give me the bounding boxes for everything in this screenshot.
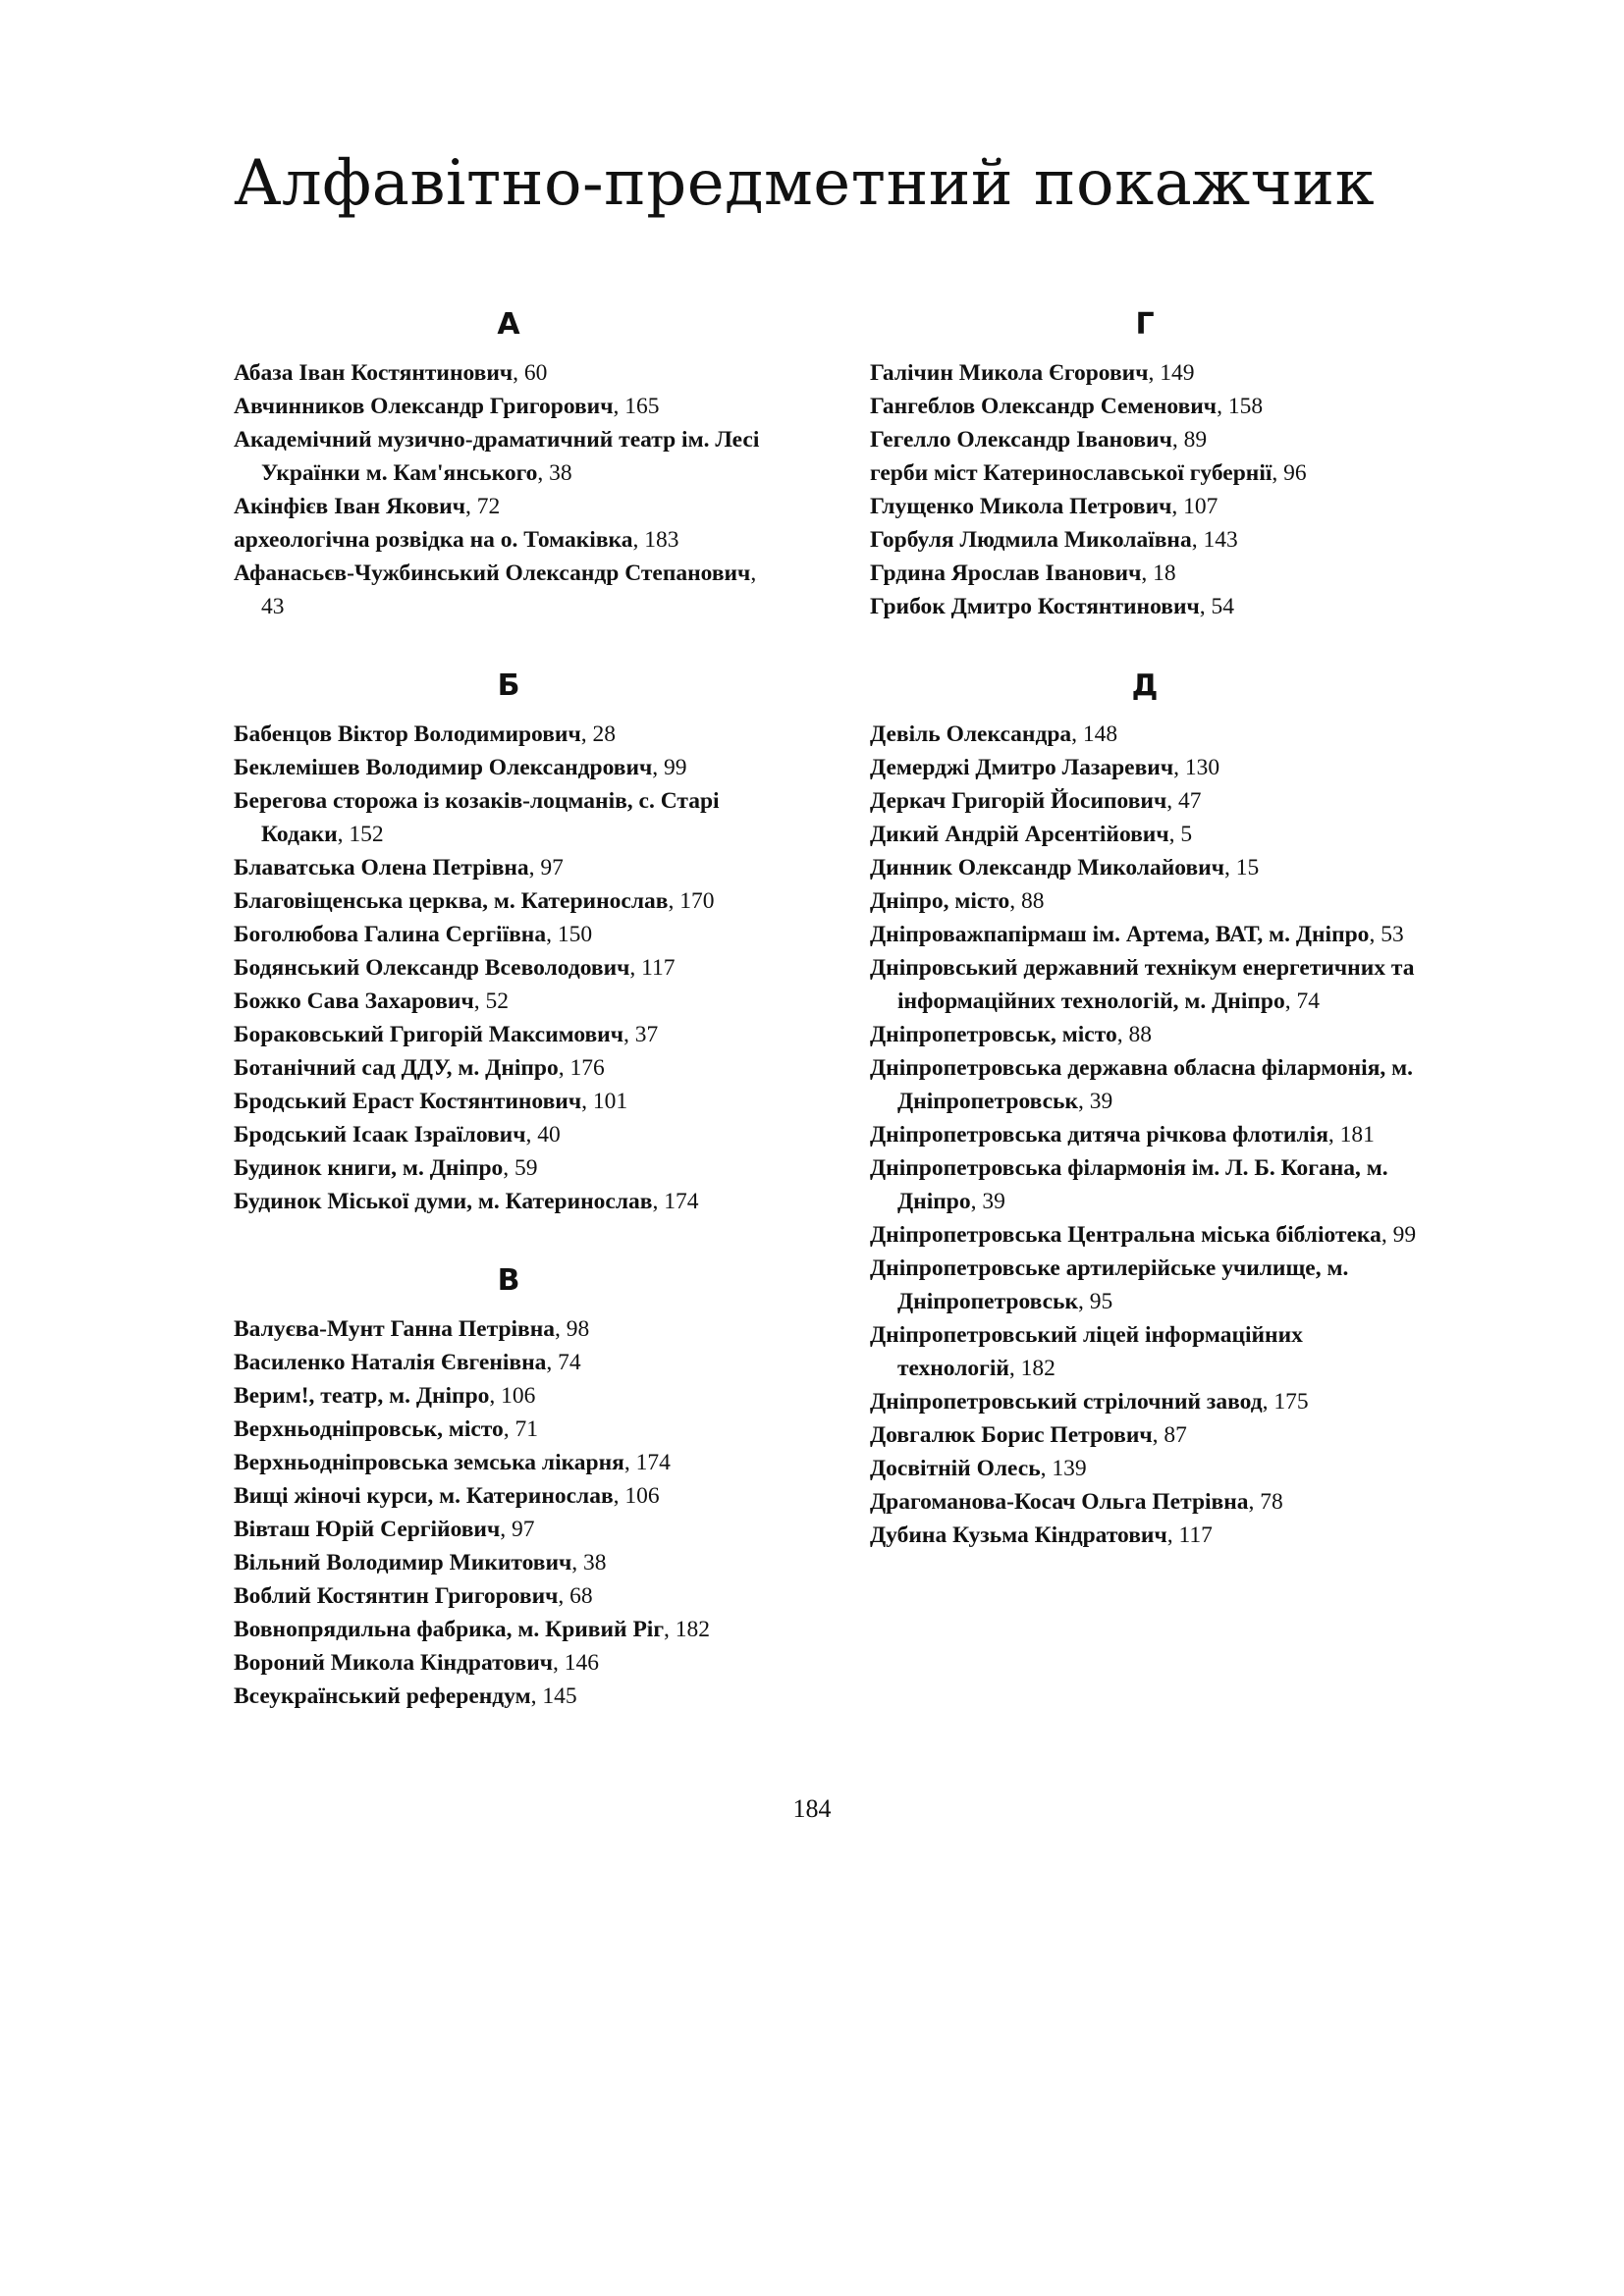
entry-term: археологічна розвідка на о. Томаківка [234, 527, 633, 553]
entry-term: Абаза Іван Костянтинович [234, 360, 514, 386]
entry-term: Вороний Микола Кіндратович [234, 1650, 554, 1676]
index-section [870, 297, 1420, 623]
entry-pages: 130 [1184, 755, 1220, 780]
entry-term: Ботанічний сад ДДУ, м. Дніпро [234, 1055, 559, 1081]
entry-pages: 53 [1380, 922, 1404, 947]
entry-term: Дніпропетровська дитяча річкова флотилія [870, 1122, 1328, 1148]
entry-pages: 43 [261, 594, 285, 619]
index-entry: герби міст Катеринославської губернії, 96 [870, 460, 1307, 486]
index-entry: Гангеблов Олександр Семенович, 158 [870, 394, 1264, 419]
entry-term: Авчинников Олександр Григорович [234, 394, 614, 419]
section-letter: Д [1131, 668, 1159, 703]
entry-term: герби міст Катеринославської губернії [870, 460, 1272, 486]
entry-pages: 74 [558, 1350, 581, 1375]
entry-term: Вищі жіночі курси, м. Катеринослав [234, 1483, 614, 1509]
entry-pages: 106 [501, 1383, 536, 1409]
index-entry: Гегелло Олександр Іванович, 89 [870, 427, 1208, 453]
index-entry: Дніпропетровський ліцей інформаційних технологій, 182 [870, 1322, 1303, 1381]
entry-term: Деркач Григорій Йосипович [870, 788, 1167, 814]
index-entry: Беклемішев Володимир Олександрович, 99 [234, 755, 687, 780]
entry-pages: 18 [1153, 561, 1176, 586]
entry-pages: 139 [1052, 1456, 1087, 1481]
index-section [870, 659, 1420, 1552]
index-section [234, 297, 784, 623]
index-entry: Бродський Ісаак Ізраїлович, 40 [234, 1122, 561, 1148]
entry-pages: 181 [1339, 1122, 1375, 1148]
entry-pages: 101 [592, 1089, 628, 1114]
entry-term: Гангеблов Олександр Семенович [870, 394, 1218, 419]
entry-pages: 97 [511, 1517, 535, 1542]
entry-term: Всеукраїнський референдум [234, 1683, 531, 1709]
entry-term: Драгоманова-Косач Ольга Петрівна [870, 1489, 1249, 1515]
index-entry: Довгалюк Борис Петрович, 87 [870, 1422, 1187, 1448]
index-entry: Вищі жіночі курси, м. Катеринослав, 106 [234, 1483, 660, 1509]
entry-term: Дніпропетровський стрілочний завод [870, 1389, 1263, 1415]
index-entry: Боголюбова Галина Сергіївна, 150 [234, 922, 593, 947]
entry-term: Афанасьєв-Чужбинський Олександр Степанович [234, 561, 751, 586]
entry-term: Вівташ Юрій Сергійович [234, 1517, 501, 1542]
index-column-right [870, 297, 1420, 1587]
entry-term: Дніпропетровське артилерійське училище, м. Дніпропетровськ [870, 1255, 1349, 1314]
index-entry: Дикий Андрій Арсентійович, 5 [870, 822, 1193, 847]
index-entry: Верим!, театр, м. Дніпро, 106 [234, 1383, 536, 1409]
entry-term: Девіль Олександра [870, 721, 1072, 747]
entry-term: Демерджі Дмитро Лазаревич [870, 755, 1174, 780]
entry-pages: 158 [1227, 394, 1264, 419]
index-entry: Дніпроважпапірмаш ім. Артема, ВАТ, м. Дніпро, 53 [870, 922, 1404, 947]
entry-pages: 117 [641, 955, 676, 981]
entry-pages: 174 [664, 1189, 699, 1214]
entry-list [870, 356, 1420, 623]
index-entry: Глущенко Микола Петрович, 107 [870, 494, 1218, 519]
entry-pages: 38 [549, 460, 572, 486]
entry-term: Верим!, театр, м. Дніпро [234, 1383, 490, 1409]
entry-pages: 15 [1235, 855, 1260, 881]
entry-pages: 150 [557, 922, 593, 947]
entry-pages: 59 [514, 1155, 538, 1181]
index-entry: Дніпропетровська Центральна міська бібліотека, 99 [870, 1222, 1417, 1248]
index-entry: Дніпро, місто, 88 [870, 888, 1045, 914]
entry-term: Галічин Микола Єгорович [870, 360, 1149, 386]
entry-term: Верхньодніпровська земська лікарня [234, 1450, 624, 1475]
entry-term: Акінфієв Іван Якович [234, 494, 465, 519]
entry-term: Бродський Ісаак Ізраїлович [234, 1122, 526, 1148]
entry-pages: 165 [624, 394, 660, 419]
entry-pages: 39 [982, 1189, 1005, 1214]
entry-pages: 54 [1211, 594, 1234, 619]
entry-term: Бораковський Григорій Максимович [234, 1022, 623, 1047]
entry-pages: 99 [664, 755, 687, 780]
index-entry: Дніпропетровське артилерійське училище, м. Дніпропетровськ, 95 [870, 1255, 1349, 1314]
entry-term: Будинок Міської думи, м. Катеринослав [234, 1189, 653, 1214]
index-entry: Авчинников Олександр Григорович, 165 [234, 394, 660, 419]
index-entry: Вівташ Юрій Сергійович, 97 [234, 1517, 535, 1542]
entry-term: Воблий Костянтин Григорович [234, 1583, 559, 1609]
entry-term: Динник Олександр Миколайович [870, 855, 1224, 881]
entry-term: Беклемішев Володимир Олександрович [234, 755, 653, 780]
entry-pages: 106 [624, 1483, 660, 1509]
entry-term: Дніпропетровський ліцей інформаційних технологій [870, 1322, 1303, 1381]
entry-pages: 98 [566, 1316, 590, 1342]
entry-list [870, 718, 1420, 1552]
entry-pages: 175 [1273, 1389, 1309, 1415]
entry-term: Дніпропетровська Центральна міська бібліотека [870, 1222, 1381, 1248]
entry-term: Блаватська Олена Петрівна [234, 855, 529, 881]
entry-pages: 88 [1021, 888, 1045, 914]
index-entry: Бродський Ераст Костянтинович, 101 [234, 1089, 628, 1114]
entry-list [234, 356, 784, 623]
index-entry: Горбуля Людмила Миколаївна, 143 [870, 527, 1238, 553]
entry-pages: 97 [540, 855, 564, 881]
index-entry: Валуєва-Мунт Ганна Петрівна, 98 [234, 1316, 590, 1342]
index-entry: Вовнопрядильна фабрика, м. Кривий Ріг, 182 [234, 1617, 711, 1642]
index-entry: Верхньодніпровськ, місто, 71 [234, 1416, 539, 1442]
entry-pages: 39 [1089, 1089, 1113, 1114]
index-entry: Бабенцов Віктор Володимирович, 28 [234, 721, 616, 747]
entry-term: Дніпровський державний технікум енергетичних та інформаційних технологій, м. Дніпро [870, 955, 1415, 1014]
entry-pages: 145 [542, 1683, 577, 1709]
entry-pages: 148 [1082, 721, 1118, 747]
index-entry: Верхньодніпровська земська лікарня, 174 [234, 1450, 671, 1475]
entry-pages: 37 [634, 1022, 659, 1047]
entry-term: Вільний Володимир Микитович [234, 1550, 572, 1575]
index-entry: Драгоманова-Косач Ольга Петрівна, 78 [870, 1489, 1283, 1515]
index-section [234, 659, 784, 1218]
entry-pages: 95 [1089, 1289, 1113, 1314]
entry-term: Будинок книги, м. Дніпро [234, 1155, 504, 1181]
entry-term: Грдина Ярослав Іванович [870, 561, 1142, 586]
entry-pages: 89 [1183, 427, 1208, 453]
entry-term: Академічний музично-драматичний театр ім. Лесі Українки м. Кам'янського [234, 427, 760, 486]
index-entry: Дніпровський державний технікум енергетичних та інформаційних технологій, м. Дніпро, 74 [870, 955, 1415, 1014]
entry-term: Грибок Дмитро Костянтинович [870, 594, 1200, 619]
index-entry: Будинок книги, м. Дніпро, 59 [234, 1155, 538, 1181]
entry-pages: 143 [1203, 527, 1238, 553]
entry-pages: 71 [514, 1416, 539, 1442]
index-entry: Дніпропетровська державна обласна філармонія, м. Дніпропетровськ, 39 [870, 1055, 1414, 1114]
entry-pages: 146 [564, 1650, 600, 1676]
entry-term: Досвітній Олесь [870, 1456, 1041, 1481]
entry-term: Валуєва-Мунт Ганна Петрівна [234, 1316, 556, 1342]
entry-term: Боголюбова Галина Сергіївна [234, 922, 547, 947]
entry-term: Дніпропетровська філармонія ім. Л. Б. Когана, м. Дніпро [870, 1155, 1388, 1214]
entry-term: Благовіщенська церква, м. Катеринослав [234, 888, 669, 914]
index-entry: Грибок Дмитро Костянтинович, 54 [870, 594, 1234, 619]
index-entry: Всеукраїнський референдум, 145 [234, 1683, 577, 1709]
entry-pages: 174 [635, 1450, 671, 1475]
index-entry: Вороний Микола Кіндратович, 146 [234, 1650, 600, 1676]
index-entry: Дніпропетровськ, місто, 88 [870, 1022, 1152, 1047]
index-entry: Воблий Костянтин Григорович, 68 [234, 1583, 593, 1609]
entry-pages: 170 [679, 888, 715, 914]
entry-pages: 28 [592, 721, 616, 747]
index-entry: Божко Сава Захарович, 52 [234, 988, 509, 1014]
entry-term: Довгалюк Борис Петрович [870, 1422, 1153, 1448]
entry-pages: 88 [1128, 1022, 1152, 1047]
index-entry: Девіль Олександра, 148 [870, 721, 1118, 747]
index-entry: Грдина Ярослав Іванович, 18 [870, 561, 1176, 586]
entry-pages: 117 [1178, 1522, 1213, 1548]
entry-term: Дубина Кузьма Кіндратович [870, 1522, 1167, 1548]
entry-pages: 38 [583, 1550, 607, 1575]
index-entry: Вільний Володимир Микитович, 38 [234, 1550, 607, 1575]
index-entry: Абаза Іван Костянтинович, 60 [234, 360, 548, 386]
index-entry: Будинок Міської думи, м. Катеринослав, 174 [234, 1189, 699, 1214]
entry-pages: 68 [569, 1583, 593, 1609]
index-entry: Дніпропетровський стрілочний завод, 175 [870, 1389, 1309, 1415]
entry-term: Горбуля Людмила Миколаївна [870, 527, 1192, 553]
entry-pages: 40 [537, 1122, 561, 1148]
page-number: 184 [792, 1794, 832, 1823]
index-entry: Дубина Кузьма Кіндратович, 117 [870, 1522, 1213, 1548]
entry-pages: 182 [1020, 1356, 1056, 1381]
entry-list [234, 718, 784, 1218]
index-entry: Академічний музично-драматичний театр ім. Лесі Українки м. Кам'янського, 38 [234, 427, 760, 486]
entry-pages: 99 [1392, 1222, 1417, 1248]
index-entry: Динник Олександр Миколайович, 15 [870, 855, 1260, 881]
entry-term: Дніпропетровська державна обласна філармонія, м. Дніпропетровськ [870, 1055, 1414, 1114]
index-entry: Бораковський Григорій Максимович, 37 [234, 1022, 659, 1047]
index-entry: Блаватська Олена Петрівна, 97 [234, 855, 564, 881]
section-letter: А [497, 307, 520, 342]
entry-pages: 96 [1283, 460, 1307, 486]
entry-term: Дніпропетровськ, місто [870, 1022, 1117, 1047]
entry-pages: 52 [485, 988, 509, 1014]
entry-pages: 74 [1296, 988, 1320, 1014]
index-column-left [234, 297, 784, 1748]
index-entry: Галічин Микола Єгорович, 149 [870, 360, 1195, 386]
entry-term: Бодянський Олександр Всеволодович [234, 955, 630, 981]
entry-pages: 5 [1180, 822, 1193, 847]
index-entry: Бодянський Олександр Всеволодович, 117 [234, 955, 676, 981]
section-letter: Б [497, 668, 520, 703]
entry-term: Божко Сава Захарович [234, 988, 474, 1014]
entry-pages: 78 [1260, 1489, 1283, 1515]
entry-term: Глущенко Микола Петрович [870, 494, 1172, 519]
entry-pages: 183 [644, 527, 679, 553]
entry-term: Берегова сторожа із козаків-лоцманів, с. Старі Кодаки [234, 788, 720, 847]
index-entry: Деркач Григорій Йосипович, 47 [870, 788, 1202, 814]
entry-term: Василенко Наталія Євгенівна [234, 1350, 547, 1375]
section-letter: Г [1135, 307, 1155, 342]
index-entry: Демерджі Дмитро Лазаревич, 130 [870, 755, 1220, 780]
entry-pages: 149 [1160, 360, 1195, 386]
entry-pages: 87 [1164, 1422, 1187, 1448]
entry-term: Бабенцов Віктор Володимирович [234, 721, 581, 747]
index-entry: Афанасьєв-Чужбинський Олександр Степанович, 43 [234, 561, 757, 619]
entry-term: Вовнопрядильна фабрика, м. Кривий Ріг [234, 1617, 665, 1642]
entry-term: Дніпроважпапірмаш ім. Артема, ВАТ, м. Дніпро [870, 922, 1370, 947]
entry-term: Дикий Андрій Арсентійович [870, 822, 1169, 847]
section-letter: В [497, 1263, 520, 1298]
entry-term: Дніпро, місто [870, 888, 1010, 914]
entry-pages: 176 [569, 1055, 605, 1081]
entry-term: Гегелло Олександр Іванович [870, 427, 1172, 453]
entry-pages: 182 [675, 1617, 711, 1642]
index-entry: Благовіщенська церква, м. Катеринослав, 170 [234, 888, 715, 914]
index-entry: Акінфієв Іван Якович, 72 [234, 494, 501, 519]
entry-pages: 152 [349, 822, 384, 847]
entry-term: Верхньодніпровськ, місто [234, 1416, 504, 1442]
entry-pages: 60 [523, 360, 548, 386]
index-section [234, 1254, 784, 1713]
page-title: Алфавітно-предметний покажчик [234, 147, 1376, 220]
entry-pages: 107 [1183, 494, 1218, 519]
index-entry: Дніпропетровська філармонія ім. Л. Б. Когана, м. Дніпро, 39 [870, 1155, 1388, 1214]
index-entry: Ботанічний сад ДДУ, м. Дніпро, 176 [234, 1055, 605, 1081]
index-entry: археологічна розвідка на о. Томаківка, 183 [234, 527, 679, 553]
index-entry: Берегова сторожа із козаків-лоцманів, с. Старі Кодаки, 152 [234, 788, 720, 847]
index-entry: Досвітній Олесь, 139 [870, 1456, 1087, 1481]
entry-pages: 47 [1177, 788, 1202, 814]
index-entry: Василенко Наталія Євгенівна, 74 [234, 1350, 581, 1375]
entry-term: Бродський Ераст Костянтинович [234, 1089, 582, 1114]
entry-pages: 72 [476, 494, 501, 519]
entry-list [234, 1312, 784, 1713]
index-entry: Дніпропетровська дитяча річкова флотилія, 181 [870, 1122, 1375, 1148]
